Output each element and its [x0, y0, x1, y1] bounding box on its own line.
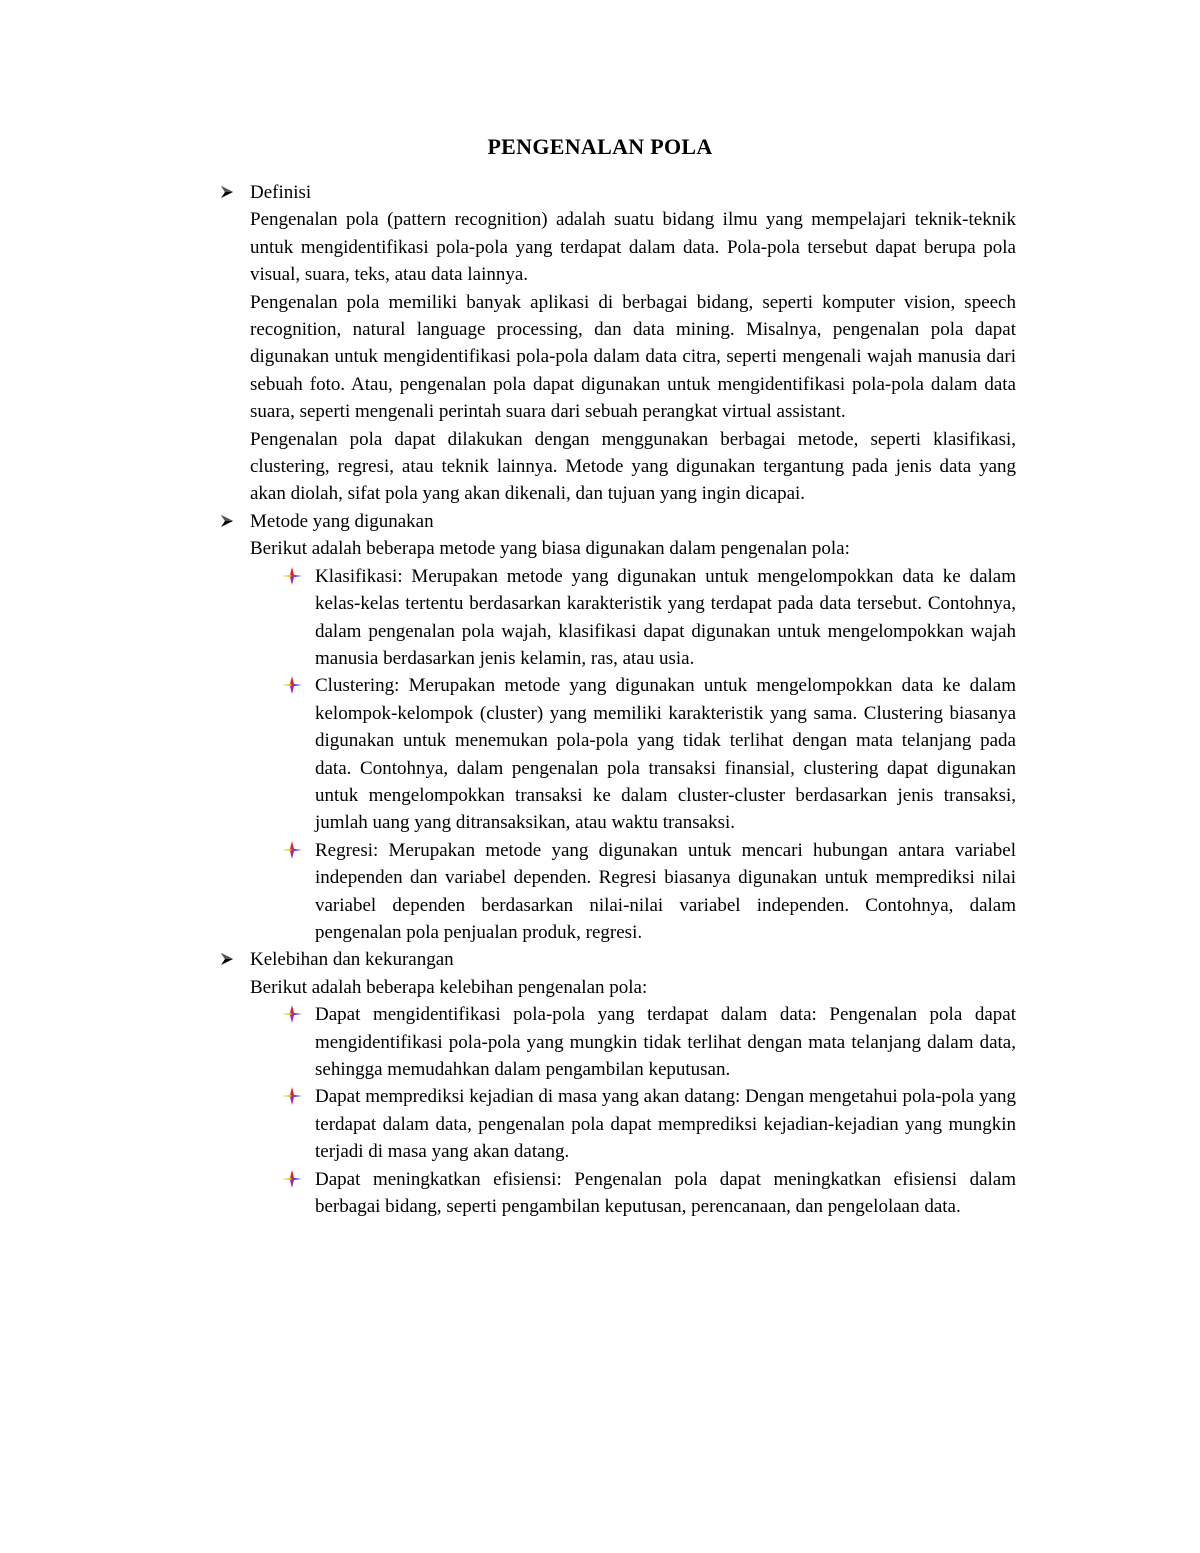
list-item-text: Dapat memprediksi kejadian di masa yang akan datang: Dengan mengetahui pola-pola yang terdapat dalam data, pengenalan pola dapat memprediksi kejadian-kejadian yang mungkin terjadi di masa yang akan datang.	[315, 1086, 1016, 1163]
page-title: PENGENALAN POLA	[487, 134, 713, 159]
four-color-plus-bullet-icon	[282, 1005, 302, 1023]
advantage-list	[218, 1001, 1016, 1220]
section-definisi	[218, 179, 1016, 508]
section-intro: Berikut adalah beberapa kelebihan pengenalan pola:	[250, 976, 648, 998]
four-color-plus-bullet-icon	[282, 1087, 302, 1105]
arrowhead-bullet-icon	[220, 514, 234, 528]
section-heading: Definisi	[250, 182, 312, 203]
list-item	[218, 1083, 1016, 1165]
four-color-plus-bullet-icon	[282, 676, 302, 694]
section-intro: Berikut adalah beberapa metode yang biasa digunakan dalam pengenalan pola:	[250, 538, 850, 560]
list-item-text: Klasifikasi: Merupakan metode yang digunakan untuk mengelompokkan data ke dalam kelas-kelas tertentu berdasarkan karakteristik yang terdapat pada data tersebut. Contohnya, dalam pengenalan pola wajah, klasifikasi dapat digunakan untuk mengelompokkan wajah manusia berdasarkan jenis kelamin, ras, atau usia.	[315, 565, 1016, 669]
arrowhead-bullet-icon	[220, 185, 234, 199]
section-heading: Kelebihan dan kekurangan	[250, 949, 454, 971]
paragraph: Pengenalan pola dapat dilakukan dengan menggunakan berbagai metode, seperti klasifikasi, clustering, regresi, atau teknik lainnya. Metode yang digunakan tergantung pada jenis data yang akan diolah, sifat pola yang akan dikenali, dan tujuan yang ingin dicapai.	[250, 428, 1016, 505]
document-body	[218, 179, 1016, 1220]
list-item-text: Dapat meningkatkan efisiensi: Pengenalan pola dapat meningkatkan efisiensi dalam berbagai bidang, seperti pengambilan keputusan, perencanaan, dan pengelolaan data.	[315, 1168, 1016, 1218]
method-list	[218, 563, 1016, 947]
list-item	[218, 1001, 1016, 1083]
section-heading: Metode yang digunakan	[250, 510, 434, 532]
paragraph: Pengenalan pola memiliki banyak aplikasi di berbagai bidang, seperti komputer vision, speech recognition, natural language processing, dan data mining. Misalnya, pengenalan pola dapat digunakan untuk mengidentifikasi pola-pola dalam data citra, seperti mengenali wajah manusia dari sebuah foto. Atau, pengenalan pola dapat digunakan untuk mengidentifikasi pola-pola dalam data suara, seperti mengenali perintah suara dari sebuah perangkat virtual assistant.	[250, 291, 1016, 423]
section-metode	[218, 508, 1016, 947]
four-color-plus-bullet-icon	[282, 1170, 302, 1188]
list-item	[218, 563, 1016, 673]
list-item	[218, 672, 1016, 836]
list-item	[218, 1166, 1016, 1221]
four-color-plus-bullet-icon	[282, 841, 302, 859]
paragraph: Pengenalan pola (pattern recognition) adalah suatu bidang ilmu yang mempelajari teknik-teknik untuk mengidentifikasi pola-pola yang terdapat dalam data. Pola-pola tersebut dapat berupa pola visual, suara, teks, atau data lainnya.	[250, 209, 1016, 286]
four-color-plus-bullet-icon	[282, 567, 302, 585]
arrowhead-bullet-icon	[220, 952, 234, 966]
list-item	[218, 837, 1016, 947]
list-item-text: Dapat mengidentifikasi pola-pola yang terdapat dalam data: Pengenalan pola dapat mengidentifikasi pola-pola yang mungkin tidak terlihat dengan mata telanjang dalam data, sehingga memudahkan dalam pengambilan keputusan.	[315, 1004, 1016, 1080]
section-kelebihan	[218, 946, 1016, 1220]
list-item-text: Regresi: Merupakan metode yang digunakan untuk mencari hubungan antara variabel independen dan variabel dependen. Regresi biasanya digunakan untuk memprediksi nilai variabel dependen berdasarkan nilai-nilai variabel independen. Contohnya, dalam pengenalan pola penjualan produk, regresi.	[315, 839, 1016, 943]
list-item-text: Clustering: Merupakan metode yang digunakan untuk mengelompokkan data ke dalam kelompok-kelompok (cluster) yang memiliki karakteristik yang sama. Clustering biasanya digunakan untuk menemukan pola-pola yang tidak terlihat dengan mata telanjang pada data. Contohnya, dalam pengenalan pola transaksi finansial, clustering dapat digunakan untuk mengelompokkan transaksi ke dalam cluster-cluster berdasarkan jenis transaksi, jumlah uang yang ditransaksikan, atau waktu transaksi.	[315, 675, 1016, 834]
